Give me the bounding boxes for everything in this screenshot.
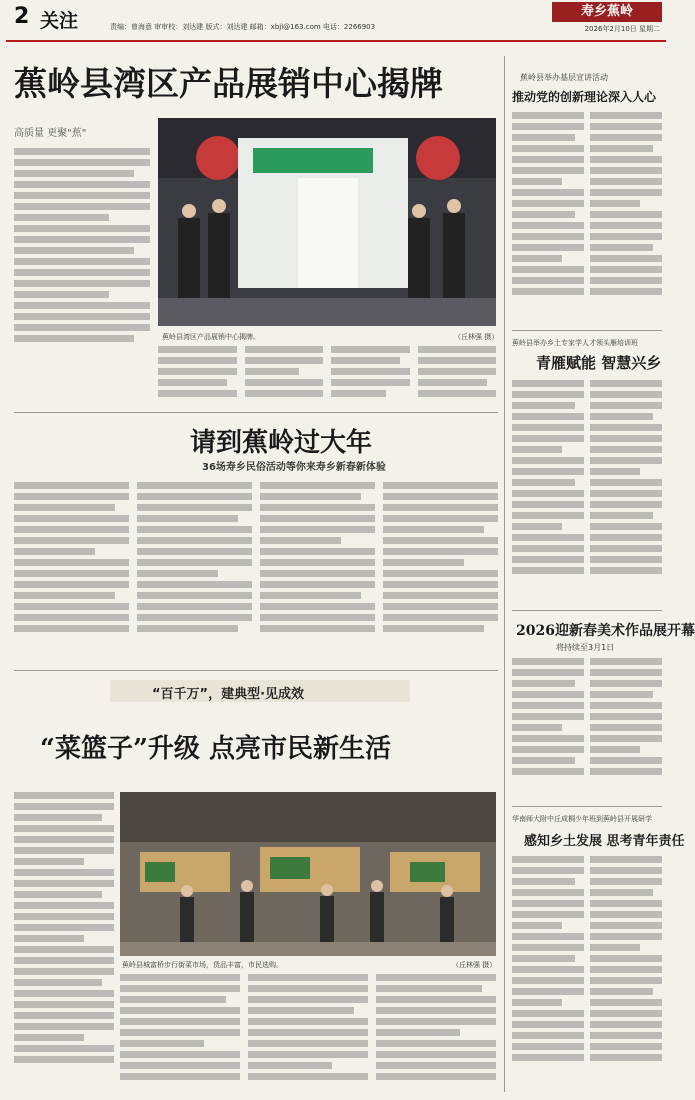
column-divider xyxy=(504,56,505,1092)
story3-credit: （丘林强 摄） xyxy=(452,961,497,969)
story3-col1 xyxy=(14,792,114,1092)
story1-credit: （丘林强 摄） xyxy=(454,333,499,341)
story2-subtitle: 36场寿乡民俗活动等你来寿乡新春新体验 xyxy=(202,462,386,473)
story1-caption: 蕉岭县湾区产品展销中心揭牌。 xyxy=(162,333,260,341)
story1-headline: 蕉岭县湾区产品展销中心揭牌 xyxy=(14,64,443,103)
right3-body xyxy=(512,658,662,798)
right2-kicker: 蕉岭县举办乡土专家学人才领头雁培训班 xyxy=(512,339,638,347)
right2-headline: 青雁赋能 智慧兴乡 xyxy=(536,354,662,372)
right3-sub: 将持续至3月1日 xyxy=(556,643,615,652)
story1-body-lower xyxy=(158,346,496,406)
editor-meta: 责编：曾海意 审审校：刘达建 版式：刘达建 邮箱：xbjl@163.com 电话：2266903 xyxy=(110,23,376,31)
right1-headline: 推动党的创新理论深入人心 xyxy=(512,90,657,104)
story3-photo xyxy=(120,792,496,956)
section-title: 关注 xyxy=(40,10,79,32)
newspaper-logo: 寿乡蕉岭 xyxy=(552,2,662,22)
issue-date: 2026年2月10日 星期二 xyxy=(584,25,660,33)
story3-kicker: “百千万”，建典型·见成效 xyxy=(152,687,305,702)
header-rule xyxy=(6,40,666,42)
right3-headline: 2026迎新春美术作品展开幕 xyxy=(516,623,695,639)
divider-2 xyxy=(14,670,498,671)
right1-body xyxy=(512,112,662,318)
divider-r2 xyxy=(512,610,662,611)
story1-photo xyxy=(158,118,496,326)
page-header xyxy=(6,0,666,40)
story3-headline: “菜篮子”升级 点亮市民新生活 xyxy=(40,734,391,764)
story2-headline: 请到蕉岭过大年 xyxy=(190,428,373,458)
story1-col1 xyxy=(14,148,150,370)
story1-kicker: 高质量 更聚"蕉" xyxy=(14,128,87,139)
divider-1 xyxy=(14,412,498,413)
right1-kicker: 蕉岭县举办基层宣讲活动 xyxy=(520,73,608,82)
story3-caption: 蕉岭县城富桥步行街菜市场，货品丰富，市民选购。 xyxy=(122,961,283,969)
story3-body xyxy=(120,974,496,1092)
right4-headline: 感知乡土发展 思考青年责任 xyxy=(524,834,685,849)
divider-r1 xyxy=(512,330,662,331)
right4-body xyxy=(512,856,662,1092)
story2-body xyxy=(14,482,498,652)
right2-body xyxy=(512,380,662,602)
right4-kicker: 华南师大附中丘成桐少年班到蕉岭县开展研学 xyxy=(512,815,652,823)
page-number: 2 xyxy=(14,4,30,29)
divider-r3 xyxy=(512,806,662,807)
